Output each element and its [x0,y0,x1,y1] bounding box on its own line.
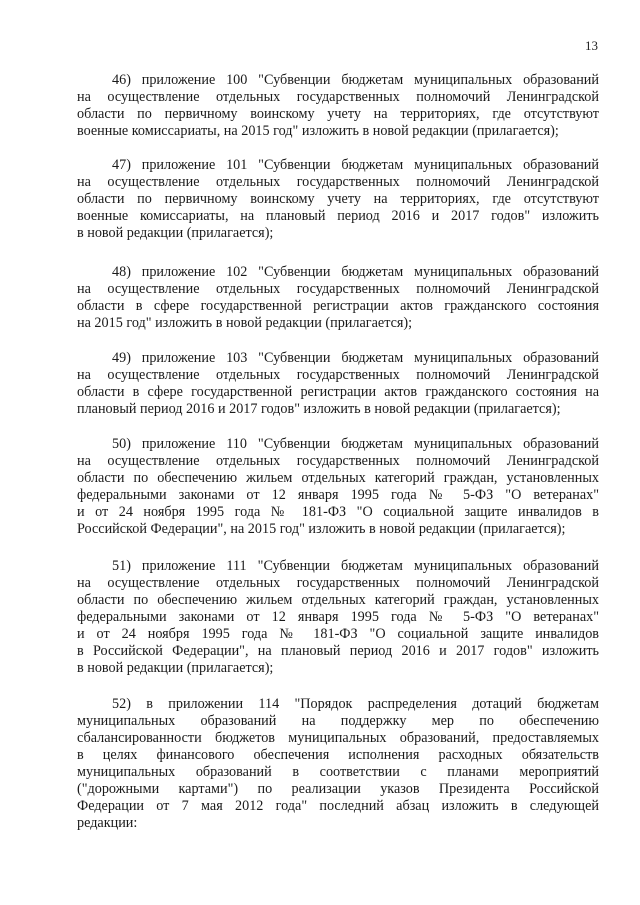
paragraph-52 [77,696,599,832]
text-line: ("дорожными картами") по реализации указов Президента Российской [77,781,599,797]
text-line: и от 24 ноября 1995 года № 181-ФЗ "О социальной защите инвалидов в [77,504,599,520]
text-line: в Российской Федерации", на плановый период 2016 и 2017 годов" изложить [77,643,599,659]
paragraph-46 [77,72,599,140]
text-line: Российской Федерации", на 2015 год" изложить в новой редакции (прилагается); [77,521,566,537]
paragraph-49 [77,350,599,418]
text-line: области по обеспечению жильем отдельных категорий граждан, установленных [77,592,599,608]
text-line: сбалансированности бюджетов муниципальных образований, предоставляемых [77,730,599,746]
text-line: области по первичному воинскому учету на территориях, где отсутствуют [77,106,599,122]
text-line: 52) в приложении 114 "Порядок распределения дотаций бюджетам [112,696,599,712]
text-line: области в сфере государственной регистрации актов гражданского состояния [77,298,599,314]
text-line: муниципальных образований на поддержку мер по обеспечению [77,713,599,729]
text-line: в новой редакции (прилагается); [77,660,274,676]
paragraph-50 [77,436,599,538]
text-line: 50) приложение 110 "Субвенции бюджетам муниципальных образований [112,436,599,452]
text-line: на осуществление отдельных государственных полномочий Ленинградской [77,174,599,190]
text-line: в новой редакции (прилагается); [77,225,274,241]
text-line: на осуществление отдельных государственных полномочий Ленинградской [77,281,599,297]
text-line: военные комиссариаты, на 2015 год" изложить в новой редакции (прилагается); [77,123,559,139]
text-line: плановый период 2016 и 2017 годов" изложить в новой редакции (прилагается); [77,401,561,417]
paragraph-48 [77,264,599,332]
paragraph-51 [77,558,599,677]
text-line: редакции: [77,815,138,831]
page-number: 13 [585,38,598,53]
text-line: военные комиссариаты, на плановый период 2016 и 2017 годов" изложить [77,208,599,224]
text-line: области по обеспечению жильем отдельных категорий граждан, установленных [77,470,599,486]
text-line: на осуществление отдельных государственных полномочий Ленинградской [77,89,599,105]
text-line: и от 24 ноября 1995 года № 181-ФЗ "О социальной защите инвалидов [77,626,599,642]
text-line: на осуществление отдельных государственных полномочий Ленинградской [77,367,599,383]
text-line: на осуществление отдельных государственных полномочий Ленинградской [77,575,599,591]
text-line: области по первичному воинскому учету на территориях, где отсутствуют [77,191,599,207]
text-line: в целях финансового обеспечения исполнения расходных обязательств [77,747,599,763]
text-line: Федерации от 7 мая 2012 года" последний абзац изложить в следующей [77,798,599,814]
text-line: 47) приложение 101 "Субвенции бюджетам муниципальных образований [112,157,599,173]
text-line: 51) приложение 111 "Субвенции бюджетам муниципальных образований [112,558,599,574]
text-line: 49) приложение 103 "Субвенции бюджетам муниципальных образований [112,350,599,366]
text-line: на осуществление отдельных государственных полномочий Ленинградской [77,453,599,469]
paragraph-47 [77,157,599,242]
text-line: муниципальных образований в соответствии с планами мероприятий [77,764,599,780]
text-line: федеральными законами от 12 января 1995 года № 5-ФЗ "О ветеранах" [77,609,599,625]
text-line: 46) приложение 100 "Субвенции бюджетам муниципальных образований [112,72,599,88]
text-line: области в сфере государственной регистрации актов гражданского состояния на [77,384,599,400]
text-line: федеральными законами от 12 января 1995 года № 5-ФЗ "О ветеранах" [77,487,599,503]
text-line: 48) приложение 102 "Субвенции бюджетам муниципальных образований [112,264,599,280]
text-line: на 2015 год" изложить в новой редакции (прилагается); [77,315,413,331]
